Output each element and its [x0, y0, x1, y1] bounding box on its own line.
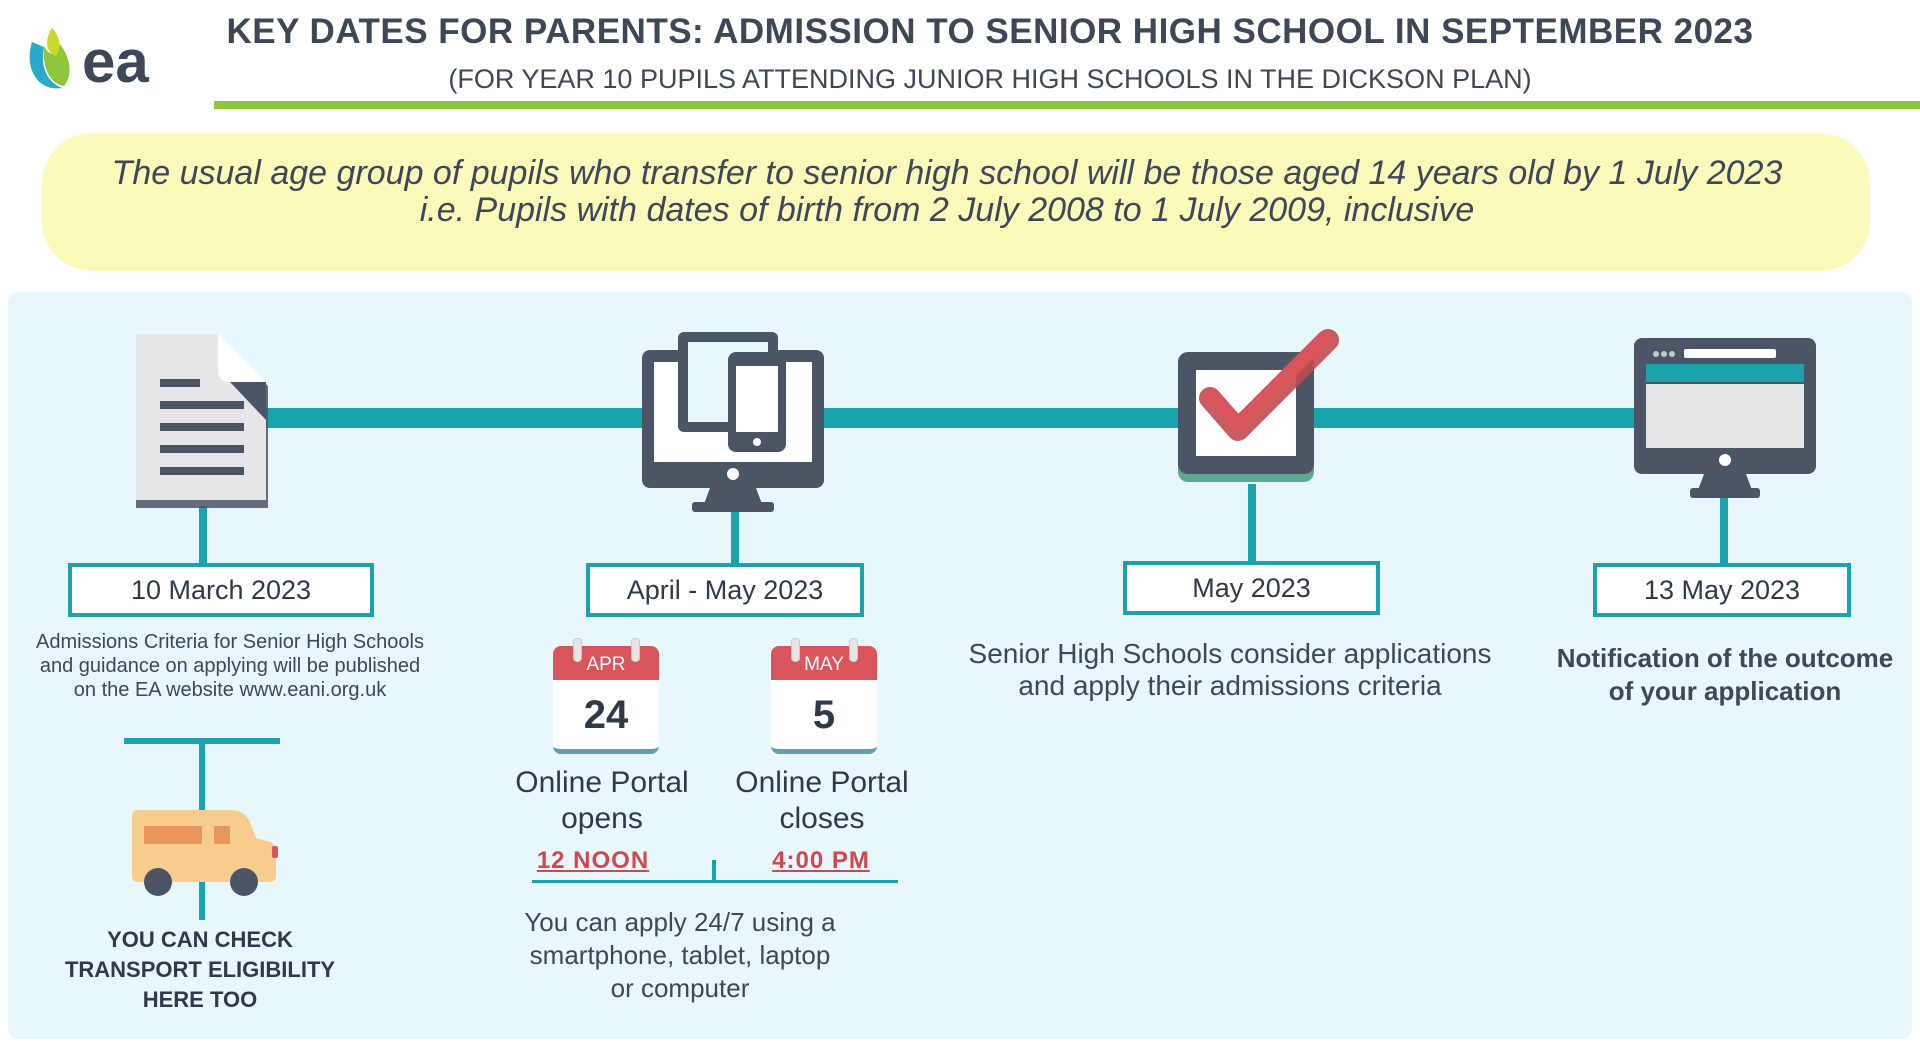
calendar-ring	[849, 638, 858, 662]
transport-line-2: TRANSPORT ELIGIBILITY	[64, 957, 336, 982]
connector-1	[199, 506, 207, 564]
calendar-open-month: APR	[553, 646, 659, 680]
transport-line-3: HERE TOO	[142, 987, 258, 1012]
step-1-line-1: Admissions Criteria for Senior High Schools	[36, 631, 424, 653]
calendar-ring	[791, 638, 800, 662]
portal-open-line-2: opens	[561, 802, 643, 835]
portal-close-time: 4:00 PM	[772, 847, 870, 874]
apply-note-line-1: You can apply 24/7 using a	[524, 907, 836, 937]
calendar-close-icon	[771, 646, 877, 758]
apply-note	[510, 906, 850, 1005]
calendar-open-day: 24	[553, 680, 659, 754]
date-box-4: 13 May 2023	[1593, 563, 1851, 617]
portal-close-line-2: closes	[779, 802, 865, 835]
portal-close-line-1: Online Portal	[735, 766, 909, 799]
connector-4	[1720, 494, 1728, 564]
step-4-line-1: Notification of the outcome	[1556, 643, 1894, 673]
checkbox-icon	[1178, 338, 1328, 482]
apply-note-line-3: or computer	[610, 973, 750, 1003]
portal-open-line-1: Online Portal	[515, 766, 689, 799]
calendar-open-icon	[553, 646, 659, 758]
step-1-line-3: on the EA website www.eani.org.uk	[73, 679, 387, 701]
age-banner-line-1: The usual age group of pupils who transfer to senior high school will be those aged 14 years old by 1 July 2023	[111, 154, 1783, 192]
age-banner-line-2: i.e. Pupils with dates of birth from 2 July 2008 to 1 July 2009, inclusive	[419, 191, 1475, 229]
timeline-line	[240, 408, 1680, 428]
portal-time-tick	[712, 860, 716, 882]
page-title: KEY DATES FOR PARENTS: ADMISSION TO SENIOR HIGH SCHOOL IN SEPTEMBER 2023	[226, 12, 1754, 51]
monitor-browser-icon	[1634, 338, 1816, 498]
connector-2	[731, 506, 739, 564]
step-1-description	[10, 630, 450, 702]
step-3-description	[940, 638, 1520, 702]
apply-note-line-2: smartphone, tablet, laptop	[529, 940, 831, 970]
date-box-2: April - May 2023	[586, 563, 864, 617]
step-1-line-2: and guidance on applying will be published	[39, 655, 421, 677]
page-subtitle: (FOR YEAR 10 PUPILS ATTENDING JUNIOR HIGH SCHOOLS IN THE DICKSON PLAN)	[448, 64, 1532, 94]
step-3-line-1: Senior High Schools consider applications	[968, 638, 1492, 669]
logo-text: ea	[82, 28, 149, 95]
document-icon	[136, 334, 268, 508]
transport-note	[50, 925, 350, 1015]
connector-3	[1248, 484, 1256, 562]
date-box-1: 10 March 2023	[68, 563, 374, 617]
calendar-ring	[573, 638, 582, 662]
calendar-ring	[631, 638, 640, 662]
step-4-description	[1540, 642, 1910, 708]
date-box-3: May 2023	[1123, 561, 1380, 615]
portal-close-label	[722, 765, 922, 837]
portal-open-label	[502, 765, 702, 837]
portal-open-time: 12 NOON	[536, 847, 650, 874]
transport-line-1: YOU CAN CHECK	[107, 927, 293, 952]
step-4-line-2: of your application	[1608, 676, 1842, 706]
calendar-close-day: 5	[771, 680, 877, 754]
step-3-line-2: and apply their admissions criteria	[1018, 670, 1442, 701]
calendar-close-month: MAY	[771, 646, 877, 680]
devices-icon	[642, 332, 824, 512]
